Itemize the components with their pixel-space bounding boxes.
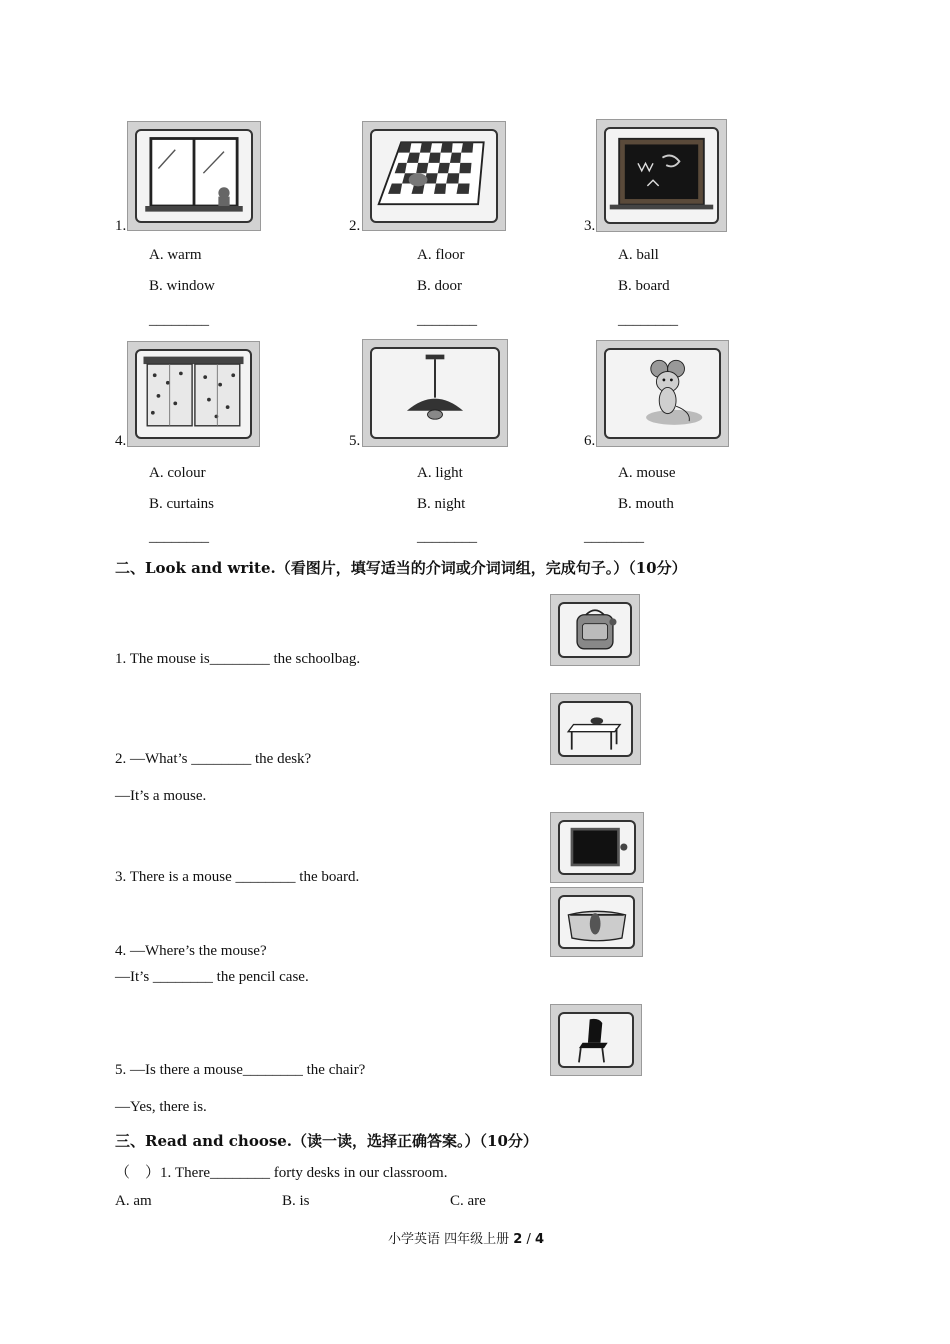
picture-pencil-case xyxy=(550,887,643,957)
item-number: 2. xyxy=(349,218,361,234)
answer-blank[interactable]: ________ xyxy=(584,529,644,545)
picture-lamp xyxy=(362,339,508,447)
mouse-icon xyxy=(606,350,719,437)
desk-icon xyxy=(560,703,631,755)
picture-schoolbag xyxy=(550,594,640,666)
question-5-answer: —Yes, there is. xyxy=(115,1099,207,1115)
answer-blank[interactable]: ________ xyxy=(149,312,209,328)
answer-blank[interactable]: ________ xyxy=(417,529,477,545)
window-icon xyxy=(137,131,251,221)
option-a: A. floor xyxy=(417,247,465,263)
option-a: A. ball xyxy=(618,247,659,263)
picture-curtains xyxy=(127,341,260,447)
picture-mouse xyxy=(596,340,729,447)
picture-board-mouse xyxy=(550,812,644,883)
option-a: A. warm xyxy=(149,247,202,263)
item-number: 4. xyxy=(115,433,127,449)
answer-blank[interactable]: ________ xyxy=(149,529,209,545)
question-3: 3. There is a mouse ________ the board. xyxy=(115,869,360,885)
picture-chair xyxy=(550,1004,642,1076)
item-number: 6. xyxy=(584,433,596,449)
option-b: B. mouth xyxy=(618,496,674,512)
item-number: 1. xyxy=(115,218,127,234)
page-total: 4 xyxy=(534,1232,545,1247)
picture-floor xyxy=(362,121,506,231)
section-heading-look-and-write: 二、Look and write.（看图片，填写适当的介词或介词词组，完成句子。）（10分） xyxy=(115,559,687,577)
lamp-icon xyxy=(372,349,498,437)
schoolbag-icon xyxy=(560,604,630,656)
footer-text: 小学英语 四年级上册 xyxy=(388,1232,514,1247)
answer-blank[interactable]: ________ xyxy=(618,312,678,328)
answer-blank[interactable]: ________ xyxy=(417,312,477,328)
board-icon xyxy=(606,129,717,222)
question-1: 1. The mouse is________ the schoolbag. xyxy=(115,651,361,667)
chair-icon xyxy=(560,1014,632,1066)
page-separator: / xyxy=(522,1232,535,1247)
question-4: 4. —Where’s the mouse? xyxy=(115,943,267,959)
question-2-answer: —It’s a mouse. xyxy=(115,788,207,804)
question-5: 5. —Is there a mouse________ the chair? xyxy=(115,1062,366,1078)
picture-window xyxy=(127,121,261,231)
item-number: 3. xyxy=(584,218,596,234)
option-b: B. door xyxy=(417,278,462,294)
floor-icon xyxy=(372,131,496,221)
page-number: 2 xyxy=(513,1232,523,1247)
item-number: 5. xyxy=(349,433,361,449)
option-a: A. am xyxy=(115,1193,152,1209)
question-4-answer: —It’s ________ the pencil case. xyxy=(115,969,309,985)
question-1: （ ）1. There________ forty desks in our classroom. xyxy=(115,1165,448,1181)
option-b: B. night xyxy=(417,496,466,512)
section-heading-read-and-choose: 三、Read and choose.（读一读，选择正确答案。）（10分） xyxy=(115,1132,538,1150)
option-b: B. is xyxy=(282,1193,310,1209)
option-a: A. colour xyxy=(149,465,206,481)
option-a: A. mouse xyxy=(618,465,676,481)
question-2: 2. —What’s ________ the desk? xyxy=(115,751,312,767)
picture-board xyxy=(596,119,727,232)
page-footer xyxy=(388,1228,544,1247)
curtains-icon xyxy=(137,351,250,437)
option-a: A. light xyxy=(417,465,463,481)
pencil-case-icon xyxy=(560,897,633,947)
option-b: B. window xyxy=(149,278,215,294)
option-b: B. board xyxy=(618,278,670,294)
option-b: B. curtains xyxy=(149,496,214,512)
board-mouse-icon xyxy=(560,822,634,873)
picture-desk xyxy=(550,693,641,765)
option-c: C. are xyxy=(450,1193,486,1209)
